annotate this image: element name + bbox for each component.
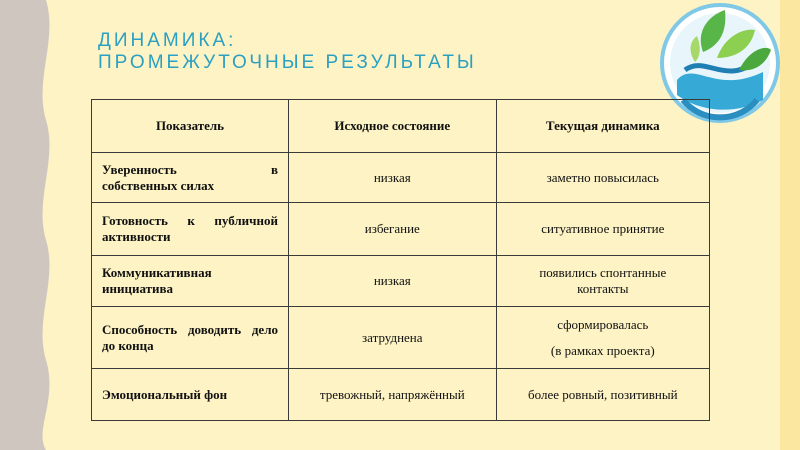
initial-cell: низкая — [289, 256, 497, 307]
decorative-side-band — [0, 0, 70, 450]
current-cell: более ровный, позитивный — [496, 369, 709, 421]
indicator-text: собственных силах — [102, 177, 215, 193]
current-text: появились спонтанные — [539, 265, 667, 280]
current-text: контакты — [577, 281, 629, 296]
indicator-cell: Коммуникативная инициатива — [92, 256, 289, 307]
indicator-cell — [92, 153, 289, 203]
slide-title — [98, 30, 477, 74]
table-row — [92, 203, 710, 256]
current-cell — [496, 256, 709, 307]
header-initial-state: Исходное состояние — [289, 100, 497, 153]
title-line-1: ДИНАМИКА: — [98, 30, 237, 51]
initial-cell: избегание — [289, 203, 497, 256]
header-indicator: Показатель — [92, 100, 289, 153]
indicator-cell: Готовность к публичной активности — [92, 203, 289, 256]
current-text: (в рамках проекта) — [550, 342, 655, 358]
table-row — [92, 256, 710, 307]
header-current-dynamics: Текущая динамика — [496, 100, 709, 153]
title-line-2: ПРОМЕЖУТОЧНЫЕ РЕЗУЛЬТАТЫ — [98, 52, 477, 73]
indicator-text: Уверенность — [102, 161, 177, 177]
results-table — [91, 99, 710, 421]
current-cell: заметно повысилась — [496, 153, 709, 203]
current-text: сформировалась — [557, 316, 649, 332]
indicator-cell: Способность доводить дело до конца — [92, 307, 289, 369]
current-cell: ситуативное принятие — [496, 203, 709, 256]
table-row — [92, 153, 710, 203]
table-header-row — [92, 100, 710, 153]
current-cell — [496, 307, 709, 369]
initial-cell: низкая — [289, 153, 497, 203]
indicator-text: в — [270, 161, 278, 177]
initial-cell: тревожный, напряжённый — [289, 369, 497, 421]
initial-cell: затруднена — [289, 307, 497, 369]
table-row — [92, 369, 710, 421]
table-row — [92, 307, 710, 369]
indicator-cell: Эмоциональный фон — [92, 369, 289, 421]
